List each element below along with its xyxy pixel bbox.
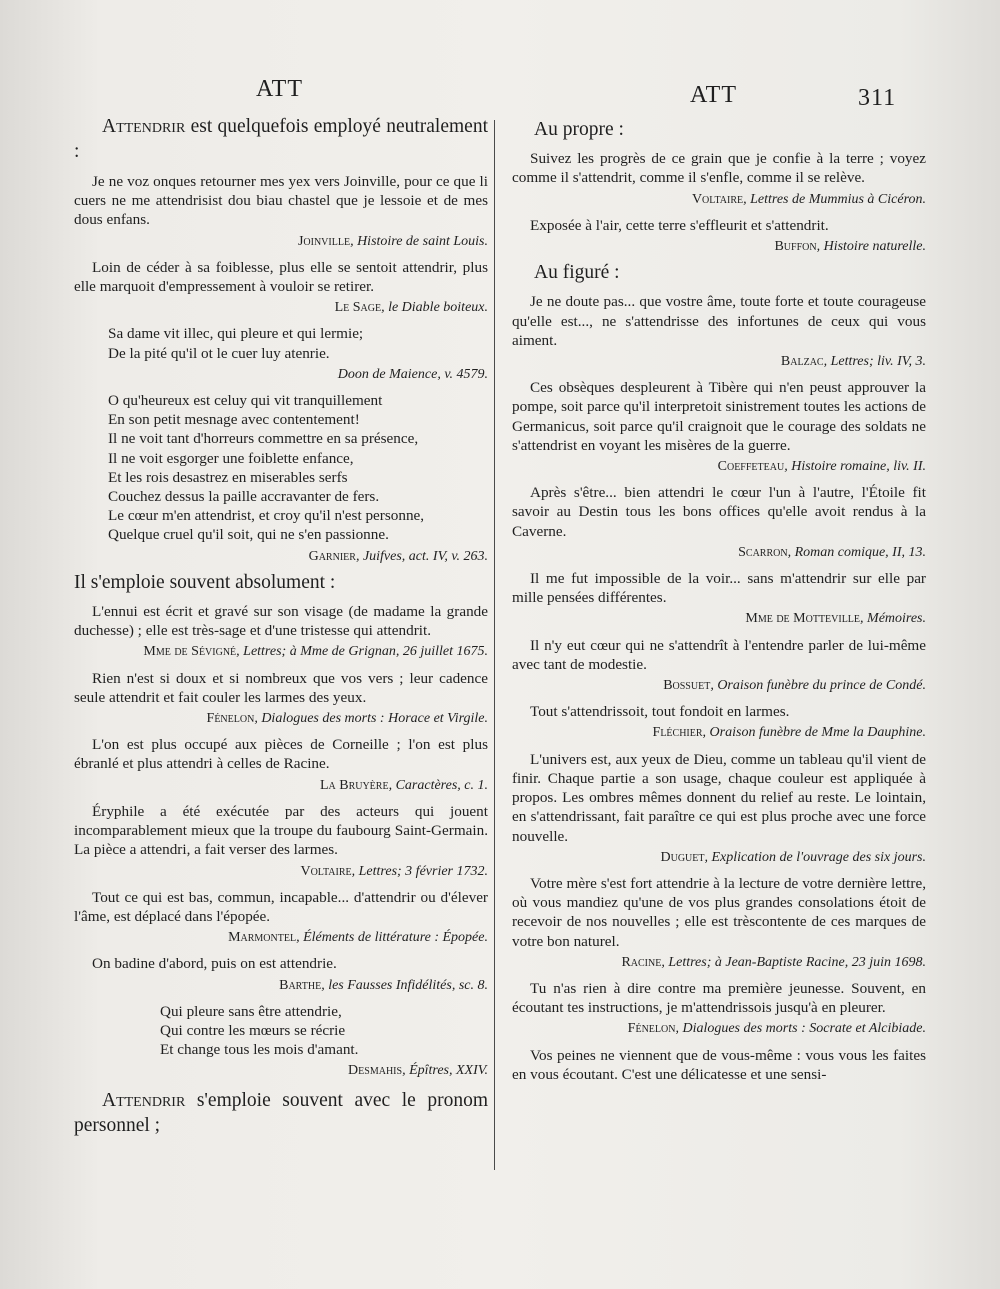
quote-marmontel: Tout ce qui est bas, commun, incapable... d'attendrir ou d'élever l'âme, est déplacé dans l'épopée. (74, 888, 488, 925)
running-head-left: ATT (256, 76, 303, 102)
entry-outro: Attendrir s'emploie souvent avec le pronom personnel ; (74, 1089, 488, 1136)
section-heading-absolument: Il s'emploie souvent absolument : (74, 571, 336, 593)
source-voltaire: Voltaire, Lettres; 3 février 1732. (300, 863, 488, 879)
quote-lesage: Loin de céder à sa foiblesse, plus elle se sentoit attendrir, plus elle marquoit d'empressement à vouloir se retirer. (74, 258, 488, 296)
section-heading-figure: Au figuré : (534, 262, 620, 284)
entry-intro: Attendrir est quelquefois employé neutralement : (74, 116, 488, 162)
source-duguet: Duguet, Explication de l'ouvrage des six jours. (660, 849, 926, 865)
source-barthe: Barthe, les Fausses Infidélités, sc. 8. (279, 977, 488, 993)
quote-fenelon-socrate: Tu n'as rien à dire contre ma première jeunesse. Souvent, en écoutant tes instructions, je m'attendrissois jusqu'à en pleurer. (512, 979, 926, 1017)
source-marmontel: Marmontel, Éléments de littérature : Épopée. (228, 930, 488, 946)
quote-fenelon: Rien n'est si doux et si nombreux que vos vers ; leur cadence seule attendrit et fait couler les larmes des yeux. (74, 669, 488, 706)
running-head-right: ATT (690, 82, 737, 108)
quote-motteville: Il me fut impossible de la voir... sans m'attendrir sur elle par mille pensées différentes. (512, 570, 926, 607)
source-doon: Doon de Maience, v. 4579. (337, 366, 488, 382)
verse-doon: Sa dame vit illec, qui pleure et qui lermie; De la pité qu'il ot le cuer luy atenrie. (108, 325, 364, 362)
source-desmahis: Desmahis, Épîtres, XXIV. (348, 1063, 488, 1079)
source-motteville: Mme de Motteville, Mémoires. (745, 611, 926, 627)
quote-sevigne: L'ennui est écrit et gravé sur son visage (de madame la grande duchesse) ; elle est très-sage et d'une tristesse qui attendrit. (74, 603, 488, 640)
source-fenelon: Fénelon, Dialogues des morts : Horace et Virgile. (206, 711, 488, 727)
quote-voltaire: Éryphile a été exécutée par des acteurs qui jouent incomparablement mieux que la troupe du faubourg Saint-Germain. La pièce a attendri, a fait verser des larmes. (74, 802, 488, 859)
quote-coeffeteau: Ces obsèques despleurent à Tibère qui n'en peust approuver la pompe, soit parce qu'il interpretoit sinistrement toutes les actions de Germanicus, soit parce qu'il craignoit que le courage des soldats ne s'attendrist en voyant les misères de la guerre. (512, 379, 926, 454)
quote-voltaire-grain: Suivez les progrès de ce grain que je confie à la terre ; voyez comme il s'attendrit, comme il s'enfle, comme il se relève. (512, 150, 926, 187)
quote-buffon: Exposée à l'air, cette terre s'effleurit et s'attendrit. (530, 216, 829, 234)
source-bossuet: Bossuet, Oraison funèbre du prince de Condé. (663, 678, 926, 694)
source-coeffeteau: Coeffeteau, Histoire romaine, liv. II. (717, 459, 926, 475)
section-heading-propre: Au propre : (534, 119, 624, 140)
page-number: 311 (858, 85, 897, 111)
quote-flechier: Tout s'attendrissoit, tout fondoit en larmes. (530, 703, 790, 721)
column-rule (494, 120, 495, 1170)
quote-balzac: Je ne doute pas... que vostre âme, toute forte et toute courageuse qu'elle est..., ne s'attendrisse des infortunes de ceux qui vous aiment. (512, 293, 926, 349)
quote-duguet: L'univers est, aux yeux de Dieu, comme un tableau qu'il vient de finir. Chaque partie a son usage, chaque couleur est appliquée à propos. Les ombres mêmes donnent du relief au reste. Le lointain, en s'attendrissant, fait paraître ce qui est plus proche avec une force nouvelle. (512, 750, 926, 845)
source-lesage: Le Sage, le Diable boiteux. (334, 300, 488, 316)
source-balzac: Balzac, Lettres; liv. IV, 3. (780, 354, 926, 370)
quote-scarron: Après s'être... bien attendri le cœur l'un à l'autre, l'Étoile fit savoir au Destin tous les bons offices qu'elle avoit rendus à la Caverne. (512, 484, 926, 540)
quote-joinville: Je ne voz onques retourner mes yex vers Joinville, pour ce que li cuers ne me attendrisist dou biau chastel que je lessoie et de mes dous enfans. (74, 173, 488, 229)
quote-barthe: On badine d'abord, puis on est attendrie. (92, 955, 337, 973)
source-scarron: Scarron, Roman comique, II, 13. (738, 544, 926, 560)
quote-labruyere: L'on est plus occupé aux pièces de Corneille ; l'on est plus ébranlé et plus attendri à celles de Racine. (74, 736, 488, 773)
verse-desmahis: Qui pleure sans être attendrie, Qui contre les mœurs se récrie Et change tous les mois d'amant. (160, 1002, 359, 1059)
source-sevigne: Mme de Sévigné, Lettres; à Mme de Grignan, 26 juillet 1675. (143, 644, 488, 660)
source-joinville: Joinville, Histoire de saint Louis. (297, 233, 488, 249)
quote-final: Vos peines ne viennent que de vous-même : vous vous les faites en vous écoutant. C'est une délicatesse et une sensi- (512, 1046, 926, 1083)
source-garnier: Garnier, Juifves, act. IV, v. 263. (308, 548, 488, 564)
quote-racine: Votre mère s'est fort attendrie à la lecture de votre dernière lettre, où vous mandiez qu'une de vos plus grandes consolations étoit de recevoir de nos nouvelles ; elle est trèscontente de ces marques de votre bon naturel. (512, 874, 926, 950)
source-racine: Racine, Lettres; à Jean-Baptiste Racine, 23 juin 1698. (621, 954, 926, 970)
source-voltaire-mummius: Voltaire, Lettres de Mummius à Cicéron. (691, 191, 926, 207)
left-column (74, 114, 488, 1146)
source-flechier: Fléchier, Oraison funèbre de Mme la Dauphine. (652, 725, 926, 741)
source-buffon: Buffon, Histoire naturelle. (774, 239, 926, 255)
source-labruyere: La Bruyère, Caractères, c. 1. (319, 777, 488, 793)
verse-garnier: O qu'heureux est celuy qui vit tranquillement En son petit mesnage avec contentement! Il ne voit tant d'horreurs commettre en sa présence, Il ne voit esgorger une foiblette enfance, Et les rois desastrez en miserables serfs Couchez dessus la paille accravanter de fers. Le cœur m'en attendrist, et croy qu'il n'est personne, Quelque cruel qu'il soit, qui ne s'en passionne. (108, 392, 425, 544)
source-fenelon-socrate: Fénelon, Dialogues des morts : Socrate et Alcibiade. (627, 1021, 926, 1037)
right-column (512, 116, 926, 1084)
quote-bossuet: Il n'y eut cœur qui ne s'attendrît à l'entendre parler de lui-même avec tant de modestie. (512, 636, 926, 673)
